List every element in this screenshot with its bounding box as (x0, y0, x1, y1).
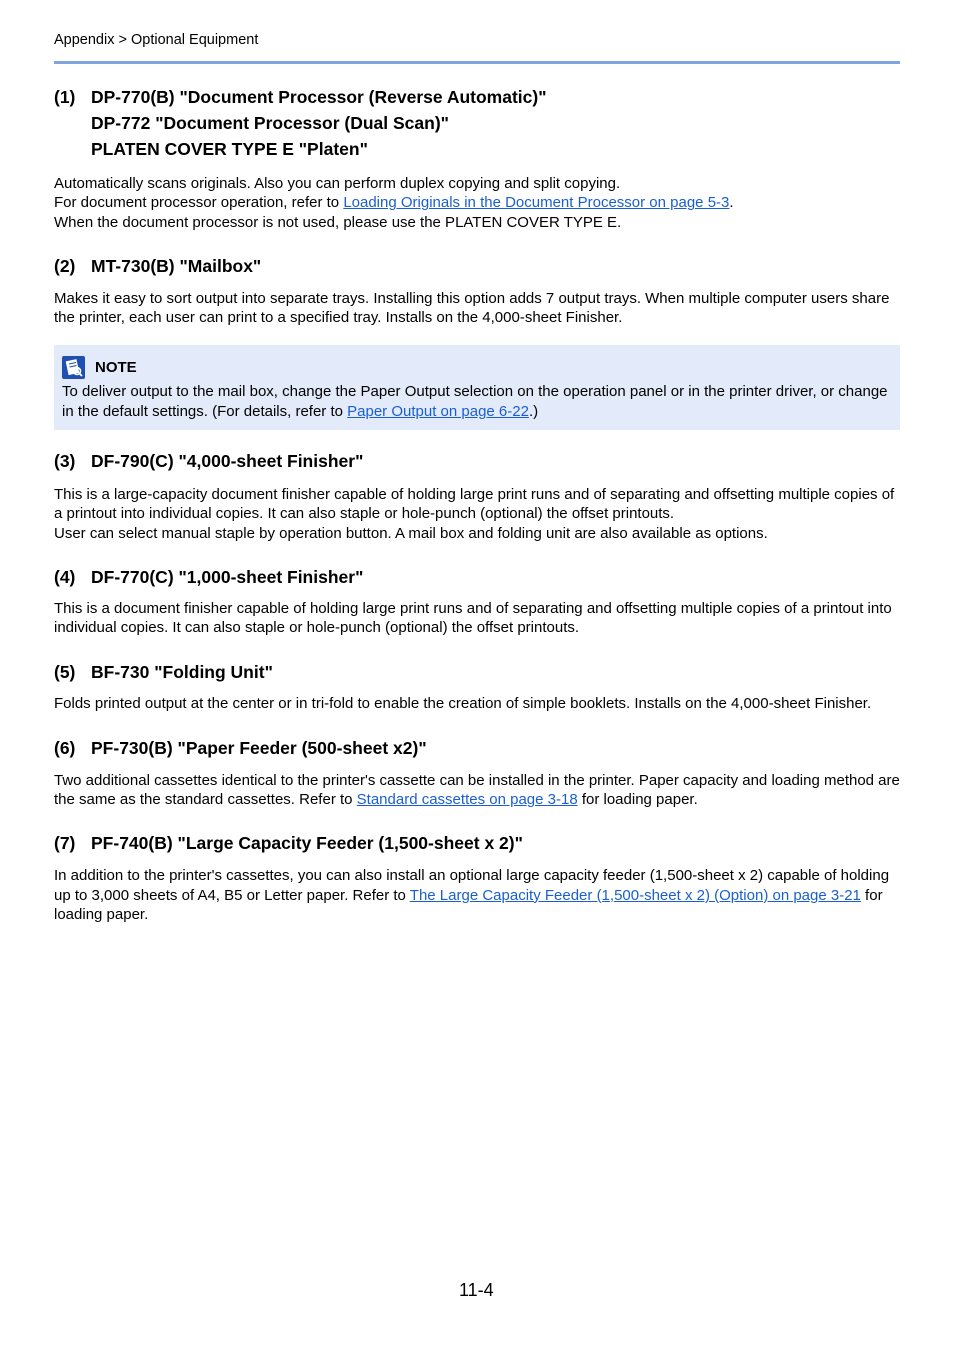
section-title-line: DP-772 "Document Processor (Dual Scan)" (91, 113, 449, 133)
section-6-heading (54, 735, 900, 761)
section-1-heading (54, 84, 900, 162)
body-text: . (729, 194, 734, 212)
section-number: (7) (54, 833, 76, 854)
note-box (54, 345, 900, 430)
section-number: (2) (54, 255, 76, 276)
page-content (54, 84, 900, 924)
section-7-body (54, 866, 900, 924)
section-7-heading (54, 830, 900, 856)
section-3-heading (54, 448, 900, 474)
section-4-heading (54, 564, 900, 590)
section-5-heading (54, 659, 900, 685)
body-text: For document processor operation, refer to (54, 194, 344, 212)
section-number: (6) (54, 737, 76, 758)
section-title: MT-730(B) "Mailbox" (91, 255, 262, 276)
body-text: Two additional cassettes identical to the printer's cassette can be installed in the printer. Paper capacity and loading method are the same as the standard cassettes. Refer to (54, 771, 900, 809)
section-number: (1) (54, 87, 76, 107)
header-rule (54, 61, 900, 64)
page-number: 11-4 (459, 1280, 494, 1300)
section-title-line: DP-770(B) "Document Processor (Reverse Automatic)" (91, 87, 547, 107)
section-6-body (54, 771, 900, 810)
section-title: DF-770(C) "1,000-sheet Finisher" (91, 566, 364, 587)
section-1-body (54, 174, 900, 232)
section-number: (4) (54, 566, 76, 587)
body-text: This is a large-capacity document finisher capable of holding large print runs and of separating and offsetting multiple copies of a printout into individual copies. It can also staple or hole-punch (optional) the offset printouts. (54, 486, 895, 523)
section-title: BF-730 "Folding Unit" (91, 661, 273, 682)
section-title: DF-790(C) "4,000-sheet Finisher" (91, 451, 364, 472)
note-icon (62, 356, 85, 379)
section-3-body (54, 485, 900, 543)
body-text: .) (528, 402, 539, 420)
section-2-body: Makes it easy to sort output into separate trays. Installing this option adds 7 output trays. When multiple computer users share the printer, each user can print to a specified tray. Installs on the 4,000-sheet Finisher. (54, 289, 890, 327)
body-text: for loading paper. (54, 886, 883, 924)
section-number: (3) (54, 451, 76, 472)
section-5-body: Folds printed output at the center or in tri-fold to enable the creation of simple booklets. Installs on the 4,000-sheet Finisher. (54, 694, 872, 712)
body-text: In addition to the printer's cassettes, you can also install an optional large capacity feeder (1,500-sheet x 2) capable of holding up to 3,000 sheets of A4, B5 or Letter paper. Refer to (54, 867, 890, 904)
body-text: User can select manual staple by operation button. A mail box and folding unit are also available as options. (54, 524, 768, 542)
body-text: When the document processor is not used, please use the PLATEN COVER TYPE E. (54, 213, 622, 231)
link-large-capacity-feeder[interactable]: The Large Capacity Feeder (1,500-sheet x 2) (Option) on page 3-21 (409, 886, 861, 904)
body-text: Automatically scans originals. Also you can perform duplex copying and split copying. (54, 175, 621, 192)
link-loading-originals[interactable]: Loading Originals in the Document Processor on page 5-3 (343, 194, 730, 212)
section-4-body: This is a document finisher capable of holding large print runs and of separating and offsetting multiple copies of a printout into individual copies. It can also staple or hole-punch (optional) the offset printouts. (54, 599, 892, 637)
section-2-heading (54, 253, 900, 279)
note-title: NOTE (95, 358, 137, 376)
body-text: To deliver output to the mail box, change the Paper Output selection on the operation panel or in the printer driver, or change in the default settings. (For details, refer to (62, 383, 888, 420)
breadcrumb: Appendix > Optional Equipment (54, 32, 259, 48)
note-text (62, 382, 892, 421)
section-number: (5) (54, 661, 76, 682)
body-text: for loading paper. (577, 791, 698, 809)
link-standard-cassettes[interactable]: Standard cassettes on page 3-18 (356, 791, 578, 809)
section-title-line: PLATEN COVER TYPE E "Platen" (91, 139, 368, 159)
section-title: PF-730(B) "Paper Feeder (500-sheet x2)" (91, 737, 427, 758)
section-title: PF-740(B) "Large Capacity Feeder (1,500-sheet x 2)" (91, 833, 523, 854)
link-paper-output[interactable]: Paper Output on page 6-22 (347, 402, 529, 420)
